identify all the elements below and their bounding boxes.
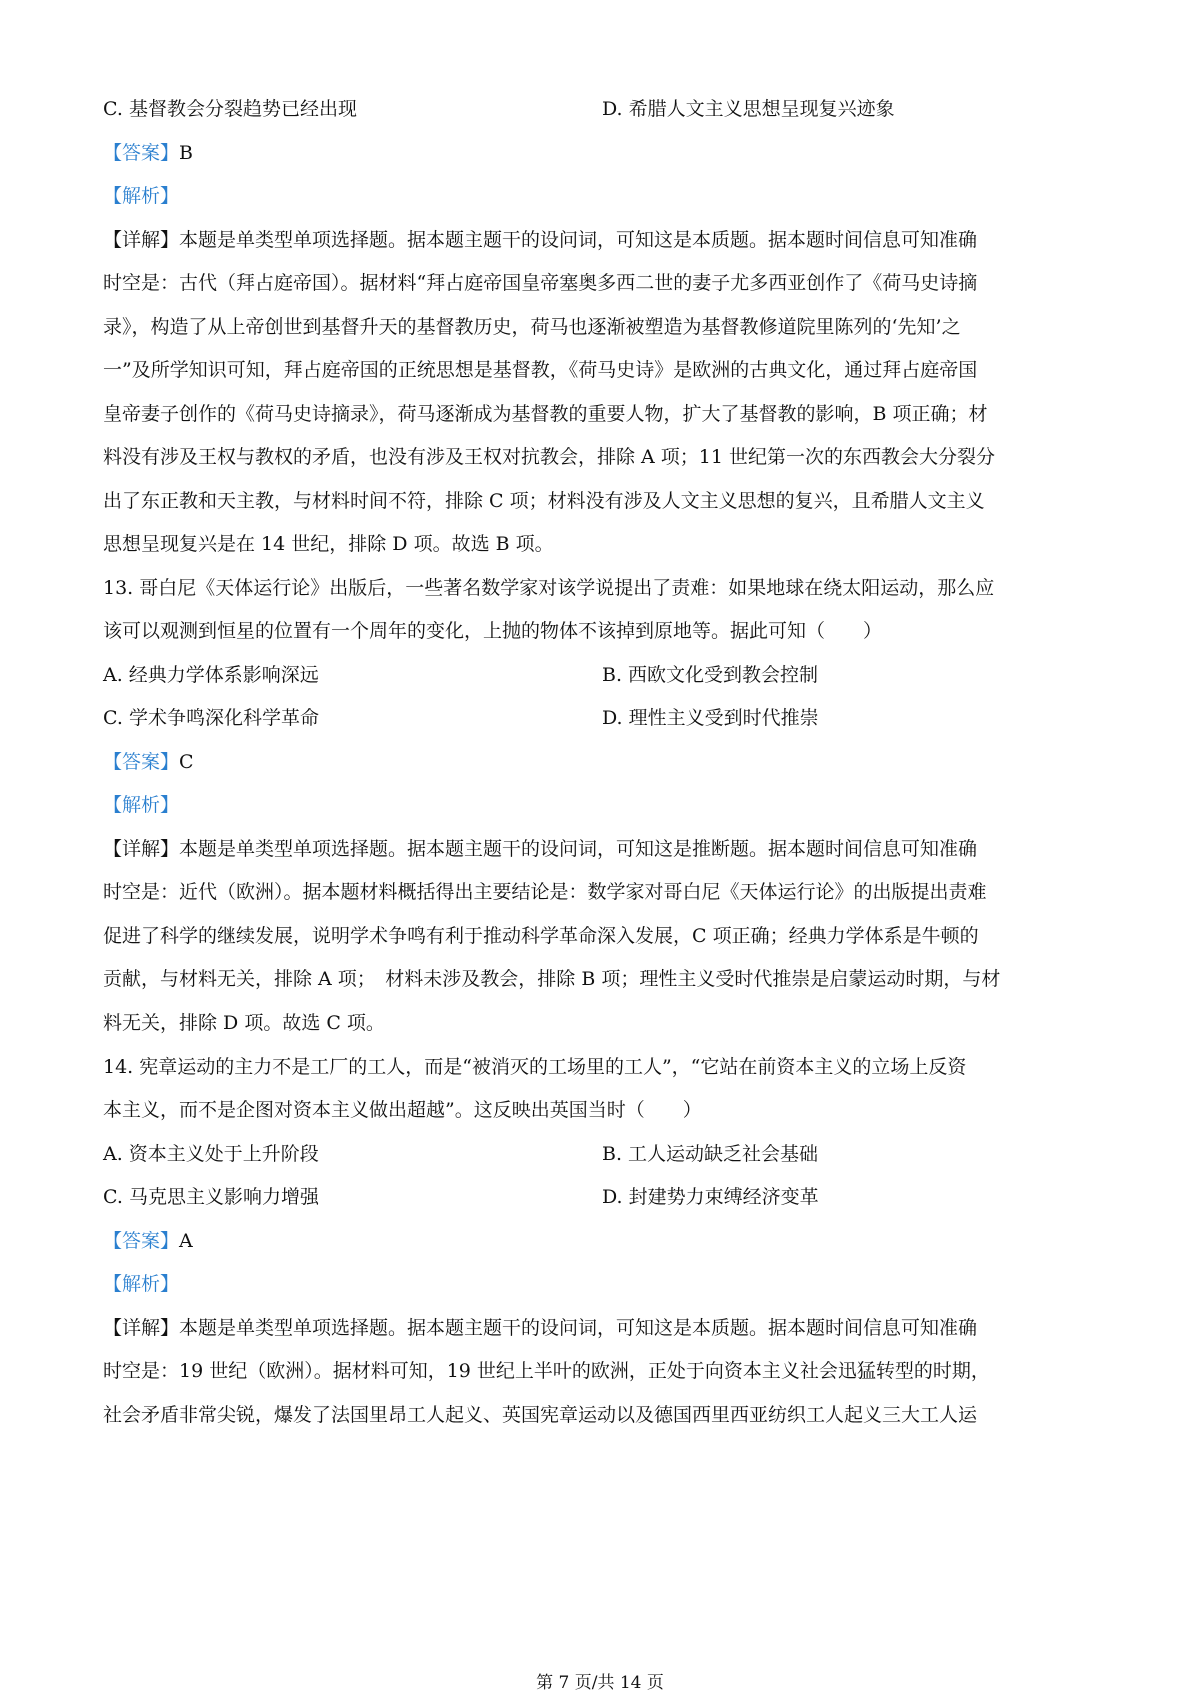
detail-tag: 【详解】 bbox=[103, 229, 180, 251]
answer-tag: 【答案】 bbox=[103, 1230, 180, 1252]
q13-answer bbox=[103, 749, 194, 775]
q14-detail-line: 社会矛盾非常尖锐，爆发了法国里昂工人起义、英国宪章运动以及德国西里西亚纺织工人起义三大工人运 bbox=[103, 1404, 978, 1426]
q12-detail-line: 一”及所学知识可知，拜占庭帝国的正统思想是基督教，《荷马史诗》是欧洲的古典文化，通过拜占庭帝国 bbox=[103, 359, 978, 381]
page-footer: 第 7 页/共 14 页 bbox=[536, 1673, 664, 1693]
q14-detail-line: 时空是：19 世纪（欧洲）。据材料可知，19 世纪上半叶的欧洲，正处于向资本主义社会迅猛转型的时期， bbox=[103, 1360, 990, 1382]
answer-value: A bbox=[179, 1230, 193, 1252]
q13-option-b: B. 西欧文化受到教会控制 bbox=[602, 664, 819, 686]
q12-detail-line: 思想呈现复兴是在 14 世纪，排除 D 项。故选 B 项。 bbox=[103, 533, 554, 555]
answer-tag: 【答案】 bbox=[103, 751, 180, 773]
q14-option-b: B. 工人运动缺乏社会基础 bbox=[602, 1143, 819, 1165]
q14-analysis-tag: 【解析】 bbox=[103, 1273, 180, 1295]
detail-tag: 【详解】 bbox=[103, 1317, 180, 1339]
q14-answer bbox=[103, 1228, 193, 1254]
answer-value: C bbox=[179, 751, 194, 773]
q13-stem-line: 13. 哥白尼《天体运行论》出版后，一些著名数学家对该学说提出了责难：如果地球在绕太阳运动，那么应 bbox=[103, 577, 995, 599]
q12-detail-line: 【详解】本题是单类型单项选择题。据本题主题干的设问词，可知这是本质题。据本题时间信息可知准确 bbox=[103, 229, 978, 251]
answer-tag: 【答案】 bbox=[103, 142, 180, 164]
q13-option-d: D. 理性主义受到时代推崇 bbox=[602, 707, 819, 729]
detail-tag: 【详解】 bbox=[103, 838, 180, 860]
q12-detail-line: 料没有涉及王权与教权的矛盾，也没有涉及王权对抗教会，排除 A 项；11 世纪第一次的东西教会大分裂分 bbox=[103, 446, 996, 468]
answer-value: B bbox=[179, 142, 193, 164]
q14-stem-line: 14. 宪章运动的主力不是工厂的工人，而是“被消灭的工场里的工人”，“它站在前资本主义的立场上反资 bbox=[103, 1056, 967, 1078]
q14-option-c: C. 马克思主义影响力增强 bbox=[103, 1186, 319, 1208]
q13-detail-line: 料无关，排除 D 项。故选 C 项。 bbox=[103, 1012, 385, 1034]
q13-detail-line: 促进了科学的继续发展，说明学术争鸣有利于推动科学革命深入发展，C 项正确；经典力学体系是牛顿的 bbox=[103, 925, 979, 947]
q13-stem-line: 该可以观测到恒星的位置有一个周年的变化，上抛的物体不该掉到原地等。据此可知（ ） bbox=[103, 620, 883, 642]
q12-detail-line: 出了东正教和天主教，与材料时间不符，排除 C 项；材料没有涉及人文主义思想的复兴，且希腊人文主义 bbox=[103, 490, 985, 512]
q12-detail-line: 录》，构造了从上帝创世到基督升天的基督教历史，荷马也逐渐被塑造为基督教修道院里陈列的‘先知’之 bbox=[103, 316, 961, 338]
q12-answer bbox=[103, 140, 193, 166]
q13-analysis-tag: 【解析】 bbox=[103, 794, 180, 816]
q12-option-d: D. 希腊人文主义思想呈现复兴迹象 bbox=[602, 98, 895, 120]
q12-analysis-tag: 【解析】 bbox=[103, 185, 180, 207]
q12-detail-line: 时空是：古代（拜占庭帝国）。据材料“拜占庭帝国皇帝塞奥多西二世的妻子尤多西亚创作了《荷马史诗摘 bbox=[103, 272, 978, 294]
q12-detail-line: 皇帝妻子创作的《荷马史诗摘录》，荷马逐渐成为基督教的重要人物，扩大了基督教的影响，B 项正确；材 bbox=[103, 403, 988, 425]
q14-option-a: A. 资本主义处于上升阶段 bbox=[103, 1143, 319, 1165]
q14-detail-line: 【详解】本题是单类型单项选择题。据本题主题干的设问词，可知这是本质题。据本题时间信息可知准确 bbox=[103, 1317, 978, 1339]
q14-stem-line: 本主义，而不是企图对资本主义做出超越”。这反映出英国当时（ ） bbox=[103, 1099, 702, 1121]
q13-detail-line: 【详解】本题是单类型单项选择题。据本题主题干的设问词，可知这是推断题。据本题时间信息可知准确 bbox=[103, 838, 978, 860]
q14-option-d: D. 封建势力束缚经济变革 bbox=[602, 1186, 819, 1208]
q12-option-c: C. 基督教会分裂趋势已经出现 bbox=[103, 98, 357, 120]
q13-detail-line: 贡献，与材料无关，排除 A 项； 材料未涉及教会，排除 B 项；理性主义受时代推崇是启蒙运动时期，与材 bbox=[103, 968, 1001, 990]
q13-detail-line: 时空是：近代（欧洲）。据本题材料概括得出主要结论是：数学家对哥白尼《天体运行论》的出版提出责难 bbox=[103, 881, 987, 903]
q13-option-a: A. 经典力学体系影响深远 bbox=[103, 664, 319, 686]
q13-option-c: C. 学术争鸣深化科学革命 bbox=[103, 707, 319, 729]
